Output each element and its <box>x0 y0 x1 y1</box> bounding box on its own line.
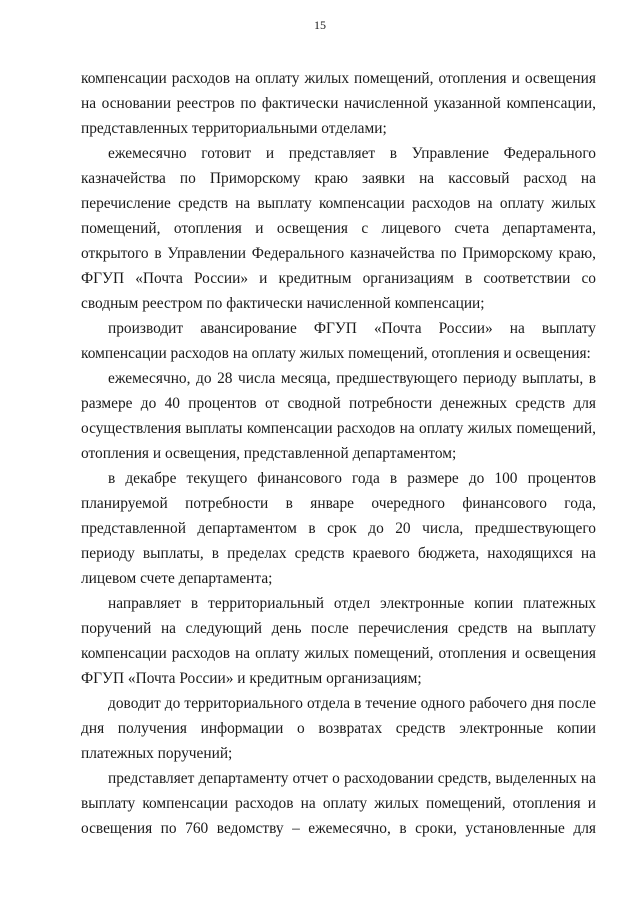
paragraph: производит авансирование ФГУП «Почта России» на выплату компенсации расходов на оплату жилых помещений, отопления и освещения: <box>81 320 596 362</box>
document-body <box>81 66 596 841</box>
paragraph: в декабре текущего финансового года в размере до 100 процентов планируемой потребности в январе очередного финансового года, представленной департаментом в срок до 20 числа, предшествующего периоду выплаты, в пределах средств краевого бюджета, находящихся на лицевом счете департамента; <box>81 470 596 587</box>
paragraph: доводит до территориального отдела в течение одного рабочего дня после дня получения информации о возвратах средств электронные копии платежных поручений; <box>81 695 596 762</box>
paragraph: компенсации расходов на оплату жилых помещений, отопления и освещения на основании реестров по фактически начисленной указанной компенсации, представленных территориальными отделами; <box>81 70 596 137</box>
page-number: 15 <box>314 18 326 32</box>
paragraph: ежемесячно готовит и представляет в Управление Федерального казначейства по Приморскому краю заявки на кассовый расход на перечисление средств на выплату компенсации расходов на оплату жилых помещений, отопления и освещения с лицевого счета департамента, открытого в Управлении Федерального казначейства по Приморскому краю, ФГУП «Почта России» и кредитным организациям в соответствии со сводным реестром по фактически начисленной компенсации; <box>81 145 596 312</box>
paragraph: ежемесячно, до 28 числа месяца, предшествующего периоду выплаты, в размере до 40 процентов от сводной потребности денежных средств для осуществления выплаты компенсации расходов на оплату жилых помещений, отопления и освещения, представленной департаментом; <box>81 370 596 462</box>
paragraph: направляет в территориальный отдел электронные копии платежных поручений на следующий день после перечисления средств на выплату компенсации расходов на оплату жилых помещений, отопления и освещения ФГУП «Почта России» и кредитным организациям; <box>81 595 596 687</box>
paragraph: представляет департаменту отчет о расходовании средств, выделенных на выплату компенсации расходов на оплату жилых помещений, отопления и освещения по 760 ведомству – ежемесячно, в сроки, установленные для <box>81 770 596 837</box>
